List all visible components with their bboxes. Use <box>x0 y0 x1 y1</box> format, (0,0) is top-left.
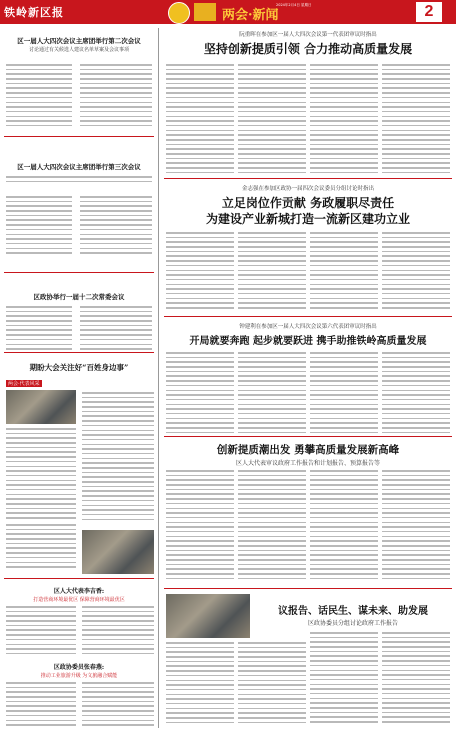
headline: 区一届人大四次会议主席团举行第二次会议 <box>17 37 141 45</box>
masthead <box>0 0 456 24</box>
article-body <box>6 682 76 728</box>
headline: 议报告、话民生、谋未来、助发展 <box>278 606 428 617</box>
article-body <box>6 524 76 574</box>
article-body <box>238 642 306 728</box>
article-body <box>166 470 234 584</box>
photo <box>82 530 154 574</box>
headline: 区政协举行一届十二次常委会议 <box>33 293 125 301</box>
article-body <box>238 232 306 312</box>
subheadline: 区人大代表审议政府工作报告和计划报告、预算报告等 <box>235 460 380 467</box>
article-body <box>310 632 378 728</box>
section-title: 两会·新闻 <box>222 8 279 23</box>
article-body <box>310 64 378 174</box>
headline: 期盼大会关注好“百姓身边事” <box>29 363 129 372</box>
article-body <box>382 632 450 728</box>
subheadline: 区政协委员分组讨论政府工作报告 <box>307 620 398 627</box>
divider <box>164 436 452 437</box>
issue-info: 2024年2月4日 星期日 <box>276 3 312 7</box>
article-body <box>166 352 234 436</box>
article-body <box>238 64 306 174</box>
national-emblem-icon <box>168 2 190 24</box>
photo <box>166 594 250 638</box>
article-body <box>310 352 378 436</box>
headline: 开局就要奔跑 起步就要跃进 携手助推铁岭高质量发展 <box>189 336 427 347</box>
headline: 区人大代表李吉香: <box>53 588 105 595</box>
divider <box>4 578 154 579</box>
article-body <box>238 352 306 436</box>
newspaper-title: 铁岭新区报 <box>4 6 64 19</box>
subheadline-lines <box>6 176 152 190</box>
article-body <box>382 232 450 312</box>
article-body <box>82 682 154 728</box>
divider <box>164 588 452 589</box>
section-badge: 两会·代表风采 <box>8 381 40 387</box>
column-divider <box>158 28 159 728</box>
article-body <box>6 196 72 260</box>
article-body <box>82 392 154 520</box>
divider <box>4 352 154 353</box>
headline: 立足岗位作贡献 务政履职尽责任 <box>221 196 395 210</box>
article-body <box>6 64 72 132</box>
headline: 创新提质潮出发 勇攀高质量发展新高峰 <box>216 444 400 456</box>
divider <box>164 178 452 179</box>
article-body <box>6 606 76 656</box>
article-body <box>382 64 450 174</box>
kicker: 阮重晖在参加区一届人大四次会议第一代表团审议时指出 <box>239 32 377 38</box>
kicker: 金志强在参加区政协一届四次会议委员分组讨论时指出 <box>241 186 374 192</box>
article-body <box>82 606 154 656</box>
article-body <box>80 306 152 352</box>
article-body <box>6 428 76 520</box>
divider <box>164 316 452 317</box>
flag-icon <box>194 3 216 21</box>
subheadline: 打造营商环境最优区 保障营商环境最优区 <box>33 597 125 603</box>
article-body <box>166 64 234 174</box>
article-body <box>310 470 378 584</box>
headline: 坚持创新提质引领 合力推动高质量发展 <box>203 42 413 56</box>
article-body <box>6 306 72 352</box>
photo <box>6 390 76 424</box>
article-body <box>80 64 152 132</box>
subheadline: 讨论通过有关候选人建议名单草案及会议事项 <box>28 47 129 53</box>
divider <box>4 272 154 273</box>
article-body <box>382 470 450 584</box>
article-body <box>238 470 306 584</box>
article-body <box>382 352 450 436</box>
subheadline: 推动工业旅游升级 为文旅融合赋能 <box>40 673 118 679</box>
article-body <box>166 642 234 728</box>
page-number: 2 <box>416 2 442 22</box>
headline: 为建设产业新城打造一流新区建功立业 <box>205 212 410 226</box>
article-body <box>166 232 234 312</box>
headline: 区政协委员张春燕: <box>53 664 105 671</box>
headline: 区一届人大四次会议主席团举行第三次会议 <box>17 163 141 171</box>
article-body <box>310 232 378 312</box>
article-body <box>80 196 152 260</box>
divider <box>4 136 154 137</box>
kicker: 钟建利在参加区一届人大四次会议第六代表团审议时指出 <box>239 324 377 330</box>
